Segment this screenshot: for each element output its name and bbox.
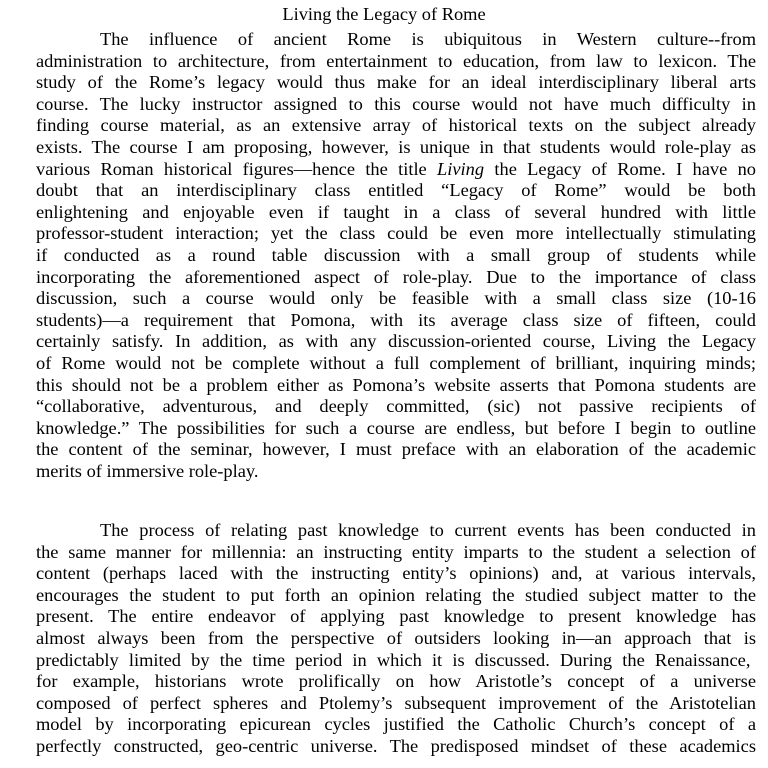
text-line: the same manner for millennia: an instructing entity imparts to the student a selection of [36, 541, 756, 562]
text-line: content (perhaps laced with the instructing entity’s opinions) and, at various intervals, [36, 563, 756, 584]
italic-word: Living [437, 158, 485, 179]
text-line: for example, historians wrote prolifically on how Aristotle’s concept of a universe [36, 671, 756, 692]
text-line: study of the Rome’s legacy would thus make for an ideal interdisciplinary liberal arts [36, 72, 756, 93]
document-title: Living the Legacy of Rome [282, 4, 486, 24]
paragraph-2 [36, 520, 756, 758]
text-line: exists. The course I am proposing, however, is unique in that students would role-play as [36, 136, 756, 157]
text-segment: the Legacy of Rome. I have no [494, 158, 756, 179]
text-line: if conducted as a round table discussion with a small group of students while [36, 244, 756, 265]
text-line: this should not be a problem either as Pomona’s website asserts that Pomona students are [36, 374, 756, 395]
text-line: almost always been from the perspective of outsiders looking in—an approach that is [36, 627, 756, 648]
text-line: professor-student interaction; yet the class could be even more intellectually stimulating [36, 223, 756, 244]
text-line: “collaborative, adventurous, and deeply committed, (sic) not passive recipients of [36, 396, 756, 417]
text-line: perfectly constructed, geo-centric universe. The predisposed mindset of these academics [36, 735, 756, 756]
text-line: composed of perfect spheres and Ptolemy’s subsequent improvement of the Aristotelian [36, 692, 756, 713]
text-line: discussion, such a course would only be feasible with a small class size (10-16 [36, 288, 756, 309]
text-line: certainly satisfy. In addition, as with any discussion-oriented course, Living the Legacy [36, 331, 756, 352]
text-line: present. The entire endeavor of applying past knowledge to present knowledge has [36, 606, 756, 627]
text-line: model by incorporating epicurean cycles justified the Catholic Church’s concept of a [36, 714, 756, 735]
text-line: finding course material, as an extensive array of historical texts on the subject already [36, 115, 756, 136]
text-line: incorporating the aforementioned aspect of role-play. Due to the importance of class [36, 266, 756, 287]
text-line: the content of the seminar, however, I must preface with an elaboration of the academic [36, 439, 756, 460]
paragraph-1 [36, 29, 756, 482]
text-line: predictably limited by the time period in which it is discussed. During the Renaissance, [36, 649, 751, 670]
text-line: of Rome would not be complete without a full complement of brilliant, inquiring minds; [36, 352, 756, 373]
text-line: The process of relating past knowledge to current events has been conducted in [100, 520, 756, 540]
text-line: knowledge.” The possibilities for such a course are endless, but before I begin to outline [36, 417, 756, 438]
text-line: course. The lucky instructor assigned to this course would not have much difficulty in [36, 93, 756, 114]
text-line: students)—a requirement that Pomona, with its average class size of fifteen, could [36, 309, 756, 330]
text-line-with-italic [36, 159, 756, 181]
text-line: administration to architecture, from entertainment to education, from law to lexicon. The [36, 50, 756, 71]
text-line: The influence of ancient Rome is ubiquitous in Western culture--from [100, 29, 756, 49]
text-segment: various Roman historical figures—hence the title [36, 158, 427, 179]
text-line: merits of immersive role-play. [36, 460, 259, 481]
text-line: doubt that an interdisciplinary class entitled “Legacy of Rome” would be both [36, 180, 756, 201]
text-line: encourages the student to put forth an opinion relating the studied subject matter to the [36, 584, 756, 605]
text-line: enlightening and enjoyable even if taught in a class of several hundred with little [36, 201, 756, 222]
